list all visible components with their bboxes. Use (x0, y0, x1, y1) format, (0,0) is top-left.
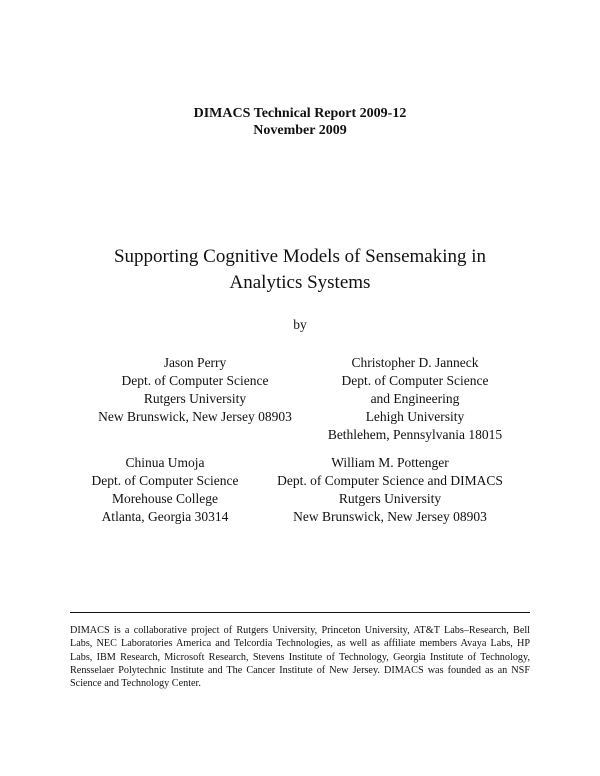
author-name: Christopher D. Janneck (351, 355, 479, 370)
report-header (0, 105, 600, 139)
dimacs-footnote: DIMACS is a collaborative project of Rutgers University, Princeton University, AT&T Labs–Research, Bell Labs, NEC Laboratories America and Telcordia Technologies, as well as affiliate members Avaya Labs, HP Labs, IBM Research, Microsoft Research, Stevens Institute of Technology, Georgia Institute of Technology, Rensselaer Polytechnic Institute and The Cancer Institute of New Jersey. DIMACS was founded as an NSF Science and Technology Center. (70, 625, 530, 690)
author-name: Jason Perry (163, 355, 227, 370)
author-block-janneck (300, 354, 530, 444)
author-institution: Lehigh University (365, 409, 465, 424)
report-number: DIMACS Technical Report 2009-12 (193, 106, 407, 121)
author-name: William M. Pottenger (331, 455, 449, 470)
author-name: Chinua Umoja (125, 455, 205, 470)
author-block-umoja (55, 454, 275, 526)
author-department: Dept. of Computer Science (341, 373, 489, 388)
footnote-divider (70, 612, 530, 613)
author-department: Dept. of Computer Science (121, 373, 269, 388)
author-address: New Brunswick, New Jersey 08903 (293, 509, 487, 524)
author-institution: Rutgers University (338, 491, 442, 506)
author-institution: Morehouse College (111, 491, 219, 506)
author-address: Bethlehem, Pennsylvania 18015 (327, 427, 503, 442)
title-line-1: Supporting Cognitive Models of Sensemaking in (113, 246, 487, 267)
author-block-perry (75, 354, 315, 426)
author-address: Atlanta, Georgia 30314 (101, 509, 229, 524)
paper-title (80, 244, 520, 296)
author-department-cont: and Engineering (370, 391, 460, 406)
title-line-2: Analytics Systems (229, 272, 371, 293)
author-department: Dept. of Computer Science and DIMACS (277, 473, 503, 488)
author-address: New Brunswick, New Jersey 08903 (98, 409, 292, 424)
author-institution: Rutgers University (143, 391, 247, 406)
report-date: November 2009 (253, 123, 347, 138)
author-department: Dept. of Computer Science (91, 473, 239, 488)
author-block-pottenger (255, 454, 525, 526)
by-label: by (293, 317, 307, 332)
